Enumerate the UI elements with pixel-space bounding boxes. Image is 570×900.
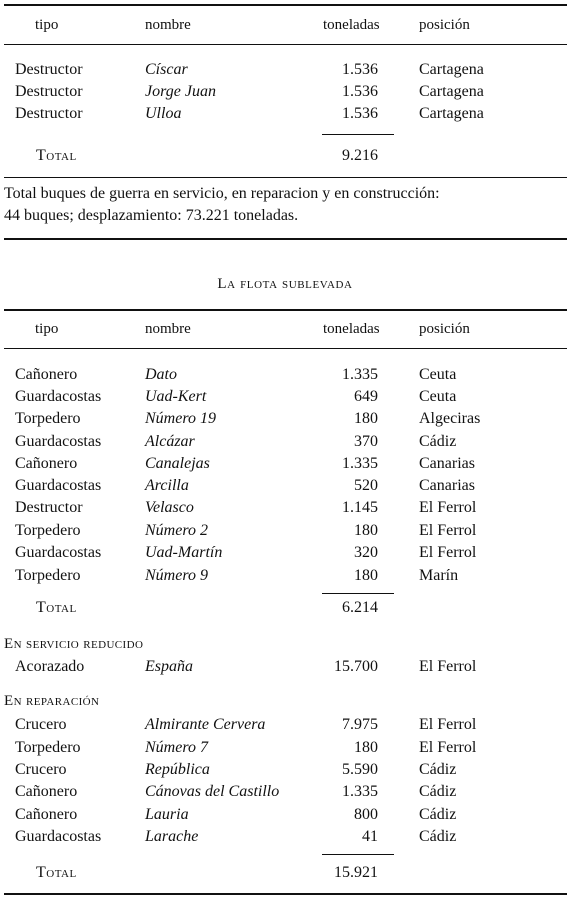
table-row — [0, 81, 570, 103]
cell-nombre: Alcázar — [145, 433, 195, 450]
cell-nombre: Número 9 — [145, 567, 208, 584]
table-row — [0, 542, 570, 564]
cell-posicion: El Ferrol — [419, 499, 477, 516]
cell-tipo: Guardacostas — [15, 828, 102, 845]
sum-line — [322, 854, 394, 855]
cell-toneladas: 5.590 — [342, 761, 378, 778]
cell-toneladas: 1.335 — [342, 455, 378, 472]
cell-posicion: Cartagena — [419, 83, 484, 100]
table2-top-rule — [4, 309, 567, 311]
cell-posicion: Algeciras — [419, 410, 481, 427]
cell-toneladas: 520 — [354, 477, 378, 494]
cell-tipo: Cañonero — [15, 366, 78, 383]
table-row — [0, 826, 570, 848]
cell-tipo: Destructor — [15, 61, 83, 78]
cell-tipo: Cañonero — [15, 783, 78, 800]
summary-note — [4, 183, 567, 227]
cell-toneladas: 15.700 — [334, 658, 378, 675]
total-label: Total — [36, 864, 77, 881]
table-row — [0, 431, 570, 453]
summary-note-line-1: Total buques de guerra en servicio, en reparacion y en construcción: — [4, 185, 440, 202]
cell-toneladas: 370 — [354, 433, 378, 450]
table-row — [0, 781, 570, 803]
table-row — [0, 656, 570, 678]
cell-posicion: Cádiz — [419, 828, 457, 845]
cell-nombre: Arcilla — [145, 477, 189, 494]
cell-posicion: El Ferrol — [419, 658, 477, 675]
cell-nombre: Uad-Kert — [145, 388, 207, 405]
table-row — [0, 497, 570, 519]
cell-posicion: Cádiz — [419, 806, 457, 823]
cell-nombre: Número 19 — [145, 410, 216, 427]
table-row — [0, 759, 570, 781]
cell-toneladas: 1.145 — [342, 499, 378, 516]
section-label-reparacion: En reparación — [4, 693, 100, 709]
table1-header-tipo: tipo — [35, 17, 59, 33]
cell-posicion: Ceuta — [419, 366, 457, 383]
cell-tipo: Crucero — [15, 761, 67, 778]
cell-posicion: Ceuta — [419, 388, 457, 405]
table-row — [0, 386, 570, 408]
cell-tipo: Torpedero — [15, 739, 81, 756]
cell-posicion: El Ferrol — [419, 522, 477, 539]
cell-tipo: Destructor — [15, 499, 83, 516]
table1-header-nombre: nombre — [145, 17, 191, 33]
table-row — [0, 714, 570, 736]
cell-toneladas: 1.536 — [342, 61, 378, 78]
cell-toneladas: 1.335 — [342, 783, 378, 800]
section-label-reducido: En servicio reducido — [4, 636, 144, 652]
cell-posicion: El Ferrol — [419, 739, 477, 756]
cell-tipo: Destructor — [15, 105, 83, 122]
cell-posicion: Cartagena — [419, 105, 484, 122]
cell-tipo: Guardacostas — [15, 433, 102, 450]
cell-nombre: Jorge Juan — [145, 83, 216, 100]
table1-header-rule — [4, 44, 567, 45]
cell-toneladas: 1.536 — [342, 83, 378, 100]
total-value: 6.214 — [342, 599, 378, 616]
table1-header-posicion: posición — [419, 17, 470, 33]
table-row — [0, 737, 570, 759]
cell-toneladas: 800 — [354, 806, 378, 823]
cell-toneladas: 649 — [354, 388, 378, 405]
summary-note-line-2: 44 buques; desplazamiento: 73.221 toneladas. — [4, 207, 299, 224]
cell-tipo: Guardacostas — [15, 388, 102, 405]
table2-header-posicion: posición — [419, 321, 470, 337]
cell-posicion: Canarias — [419, 477, 475, 494]
table2-header-toneladas: toneladas — [323, 321, 380, 337]
cell-posicion: El Ferrol — [419, 716, 477, 733]
cell-posicion: El Ferrol — [419, 544, 477, 561]
table-row — [0, 520, 570, 542]
cell-tipo: Destructor — [15, 83, 83, 100]
cell-nombre: República — [145, 761, 210, 778]
cell-nombre: España — [145, 658, 193, 675]
cell-nombre: Lauria — [145, 806, 189, 823]
cell-tipo: Torpedero — [15, 410, 81, 427]
cell-nombre: Canalejas — [145, 455, 210, 472]
cell-toneladas: 320 — [354, 544, 378, 561]
cell-tipo: Guardacostas — [15, 544, 102, 561]
total-label: Total — [36, 599, 77, 616]
table-row — [0, 565, 570, 587]
cell-nombre: Número 2 — [145, 522, 208, 539]
table-row — [0, 103, 570, 125]
cell-tipo: Torpedero — [15, 567, 81, 584]
table1-header-toneladas: toneladas — [323, 17, 380, 33]
cell-posicion: Cartagena — [419, 61, 484, 78]
note-bottom-rule — [4, 238, 567, 240]
cell-toneladas: 1.335 — [342, 366, 378, 383]
cell-toneladas: 180 — [354, 739, 378, 756]
sum-line — [322, 593, 394, 594]
table2-header-nombre: nombre — [145, 321, 191, 337]
cell-tipo: Guardacostas — [15, 477, 102, 494]
table-row — [0, 59, 570, 81]
cell-tipo: Crucero — [15, 716, 67, 733]
table-row — [0, 364, 570, 386]
cell-posicion: Cádiz — [419, 761, 457, 778]
cell-tipo: Torpedero — [15, 522, 81, 539]
cell-nombre: Larache — [145, 828, 199, 845]
table2-bottom-rule — [4, 893, 567, 895]
cell-toneladas: 1.536 — [342, 105, 378, 122]
cell-nombre: Uad-Martín — [145, 544, 223, 561]
cell-toneladas: 7.975 — [342, 716, 378, 733]
cell-posicion: Marín — [419, 567, 459, 584]
table-row — [0, 408, 570, 430]
cell-nombre: Císcar — [145, 61, 188, 78]
cell-nombre: Dato — [145, 366, 177, 383]
total-value: 9.216 — [342, 147, 378, 164]
table2-header-tipo: tipo — [35, 321, 59, 337]
cell-toneladas: 180 — [354, 567, 378, 584]
cell-toneladas: 41 — [362, 828, 378, 845]
table-row — [0, 453, 570, 475]
total-value: 15.921 — [334, 864, 378, 881]
cell-nombre: Almirante Cervera — [145, 716, 266, 733]
cell-nombre: Número 7 — [145, 739, 208, 756]
cell-toneladas: 180 — [354, 522, 378, 539]
cell-nombre: Ulloa — [145, 105, 182, 122]
table-row — [0, 804, 570, 826]
cell-nombre: Velasco — [145, 499, 194, 516]
cell-toneladas: 180 — [354, 410, 378, 427]
cell-tipo: Acorazado — [15, 658, 85, 675]
table1-bottom-rule — [4, 177, 567, 178]
cell-tipo: Cañonero — [15, 806, 78, 823]
total-label: Total — [36, 147, 77, 164]
cell-nombre: Cánovas del Castillo — [145, 783, 280, 800]
cell-posicion: Canarias — [419, 455, 475, 472]
table1-top-rule — [4, 4, 567, 6]
table-row — [0, 475, 570, 497]
section-title: La flota sublevada — [217, 276, 353, 292]
cell-posicion: Cádiz — [419, 783, 457, 800]
table2-header-rule — [4, 348, 567, 349]
cell-posicion: Cádiz — [419, 433, 457, 450]
sum-line — [322, 134, 394, 135]
cell-tipo: Cañonero — [15, 455, 78, 472]
